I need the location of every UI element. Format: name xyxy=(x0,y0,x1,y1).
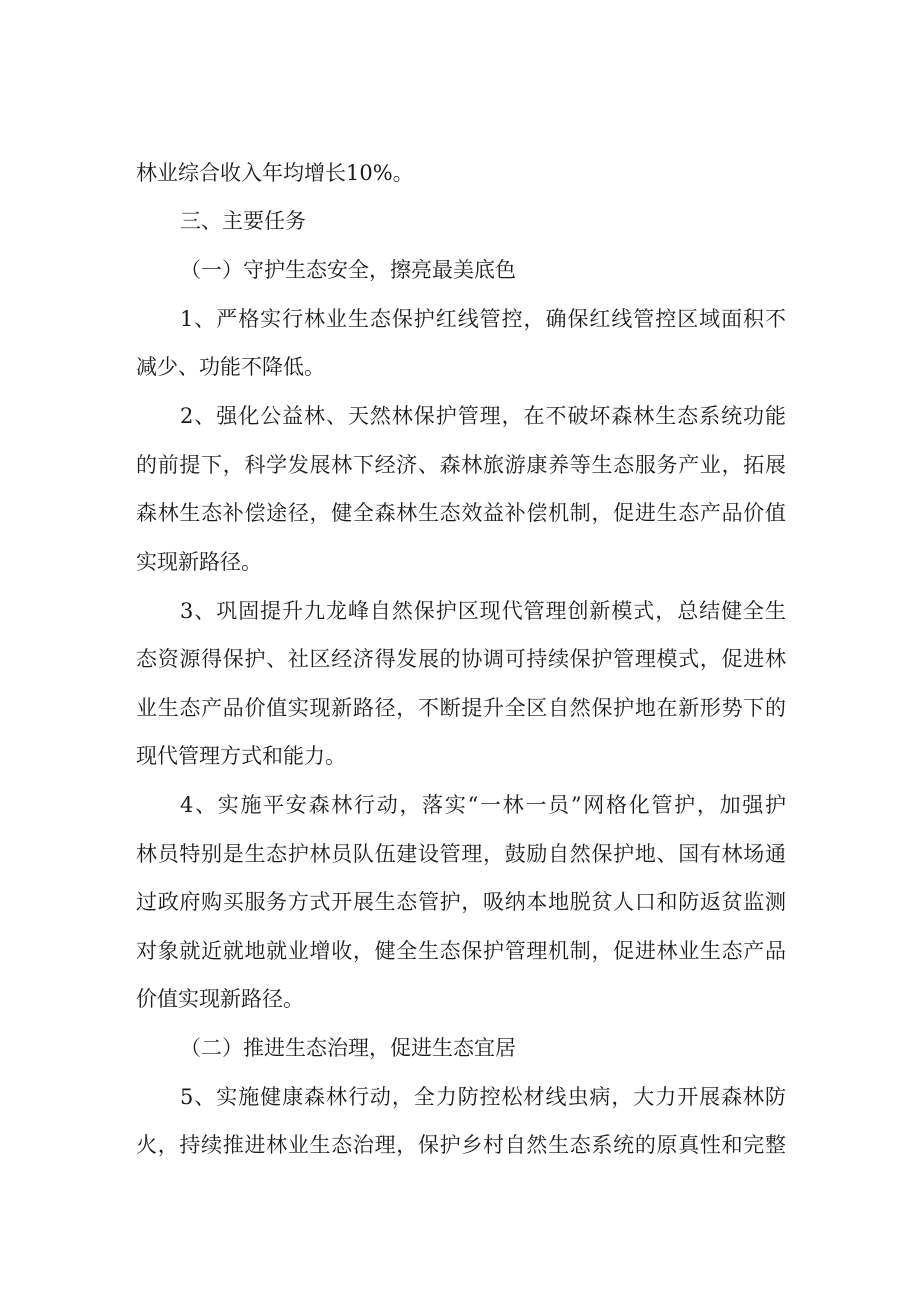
subsection-heading-2: （二）推进生态治理，促进生态宜居 xyxy=(180,1036,516,1060)
item-3-line-3: 业生态产品价值实现新路径，不断提升全区自然保护地在新形势下的 xyxy=(136,696,786,720)
item-1-line-2: 减少、功能不降低。 xyxy=(136,355,325,379)
item-2-line-3: 森林生态补偿途径，健全森林生态效益补偿机制，促进生态产品价值 xyxy=(136,501,786,525)
item-4-line-2: 林员特别是生态护林员队伍建设管理，鼓励自然保护地、国有林场通 xyxy=(136,842,786,866)
item-2-line-2: 的前提下，科学发展林下经济、森林旅游康养等生态服务产业，拓展 xyxy=(136,453,786,477)
text-line-growth: 林业综合收入年均增长10%。 xyxy=(136,161,414,185)
item-3-line-1: 3、巩固提升九龙峰自然保护区现代管理创新模式，总结健全生 xyxy=(180,599,786,623)
item-2-line-1: 2、强化公益林、天然林保护管理，在不破坏森林生态系统功能 xyxy=(180,404,786,428)
item-4-line-3: 过政府购买服务方式开展生态管护，吸纳本地脱贫人口和防返贫监测 xyxy=(136,890,786,914)
item-4-line-1: 4、实施平安森林行动，落实“一林一员”网格化管护，加强护 xyxy=(180,793,786,817)
item-1-line-1: 1、严格实行林业生态保护红线管控，确保红线管控区域面积不 xyxy=(180,307,786,331)
item-5-line-2: 火，持续推进林业生态治理，保护乡村自然生态系统的原真性和完整 xyxy=(136,1133,786,1157)
item-2-line-4: 实现新路径。 xyxy=(136,550,262,574)
section-heading-main-tasks: 三、主要任务 xyxy=(180,209,306,233)
item-3-line-4: 现代管理方式和能力。 xyxy=(136,744,346,768)
item-4-line-5: 价值实现新路径。 xyxy=(136,987,304,1011)
item-4-line-4: 对象就近就地就业增收，健全生态保护管理机制，促进林业生态产品 xyxy=(136,939,786,963)
item-5-line-1: 5、实施健康森林行动，全力防控松材线虫病，大力开展森林防 xyxy=(180,1085,786,1109)
item-3-line-2: 态资源得保护、社区经济得发展的协调可持续保护管理模式，促进林 xyxy=(136,647,786,671)
subsection-heading-1: （一）守护生态安全，擦亮最美底色 xyxy=(180,258,516,282)
